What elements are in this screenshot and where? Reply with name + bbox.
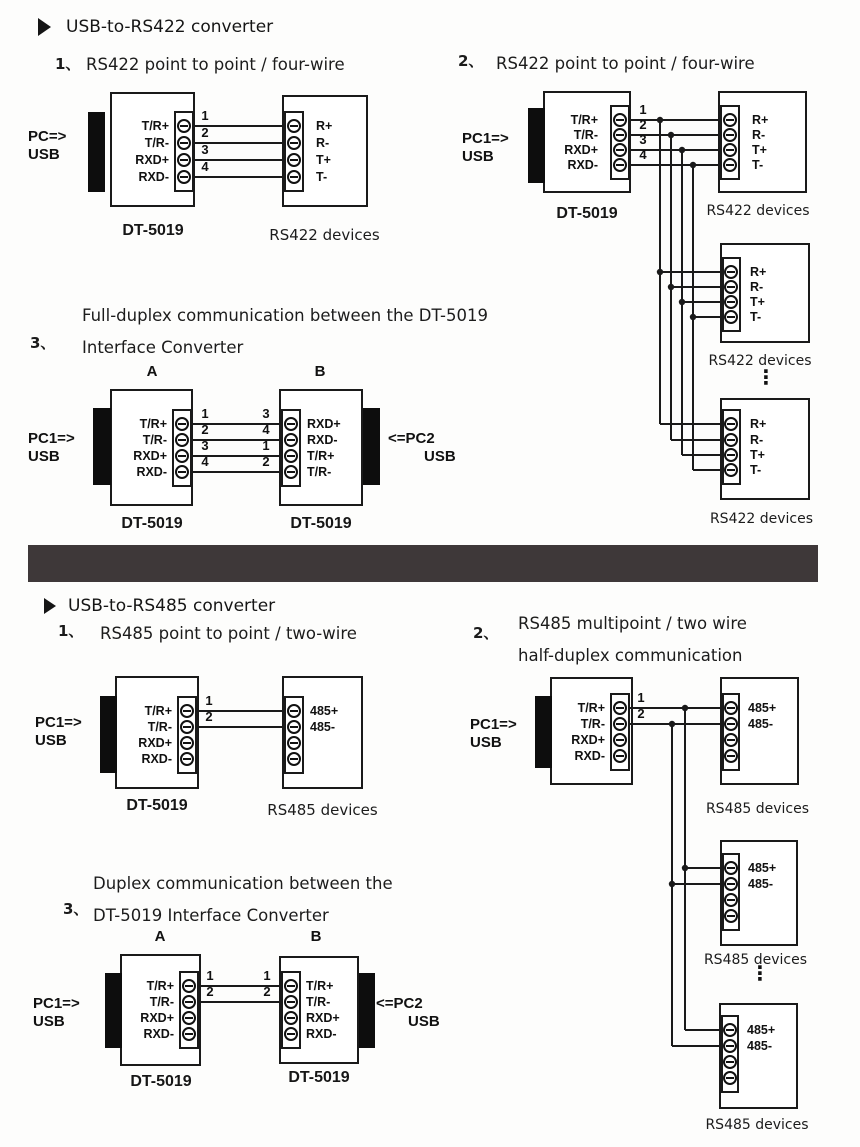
screw-terminal-icon (613, 733, 627, 747)
wire-number: 2 (205, 709, 213, 724)
usb-connector-icon (88, 112, 105, 192)
screw-terminal-icon (177, 119, 191, 133)
diagram-title: RS422 point to point / four-wire (86, 55, 345, 74)
wire-number: 4 (639, 147, 647, 162)
pin-label: RXD- (143, 1027, 174, 1041)
pin-label: RXD+ (307, 417, 341, 431)
screw-terminal-icon (287, 153, 301, 167)
pin-label: T/R- (573, 128, 598, 142)
usb-label: USB (462, 148, 494, 165)
wire-number: 1 (201, 108, 209, 123)
screw-terminal-icon (287, 752, 301, 766)
screw-terminal-icon (723, 1071, 737, 1085)
pin-label: R- (750, 433, 764, 447)
pin-label: RXD- (307, 433, 338, 447)
pin-label: R+ (750, 417, 767, 431)
section-bullet-icon (38, 18, 51, 36)
screw-terminal-icon (175, 465, 189, 479)
pin-label: T- (750, 463, 762, 477)
pin-label: R+ (752, 113, 769, 127)
screw-terminal-icon (724, 417, 738, 431)
usb-connector-icon (359, 973, 375, 1048)
pin-label: T/R+ (307, 449, 335, 463)
pc2-label: <=PC2 (388, 430, 435, 447)
wire-number: 3 (201, 438, 209, 453)
diagram-number: 3、 (30, 334, 56, 352)
device-name: RS485 devices (705, 801, 810, 817)
pin-label: T/R+ (144, 704, 172, 718)
screw-terminal-icon (287, 136, 301, 150)
screw-terminal-icon (724, 295, 738, 309)
screw-terminal-icon (724, 733, 738, 747)
screw-terminal-icon (613, 143, 627, 157)
usb-label: USB (424, 448, 456, 465)
screw-terminal-icon (723, 113, 737, 127)
screw-terminal-icon (180, 752, 194, 766)
converter-name: DT-5019 (130, 1073, 192, 1090)
converter-a-letter: A (154, 928, 166, 945)
wire-number: 4 (201, 454, 209, 469)
pin-label: 485- (747, 1039, 773, 1053)
pin-label: RXD+ (140, 1011, 174, 1025)
converter-name: DT-5019 (121, 515, 183, 532)
pc1-label: PC1=> (28, 430, 75, 447)
wire-number: 2 (263, 984, 271, 999)
diagram-title: RS485 point to point / two-wire (100, 624, 357, 643)
screw-terminal-icon (613, 717, 627, 731)
screw-terminal-icon (724, 280, 738, 294)
wire-number: 3 (639, 132, 647, 147)
diagram-title-line1: Full-duplex communication between the DT-5019 (82, 306, 489, 325)
screw-terminal-icon (723, 1055, 737, 1069)
screw-terminal-icon (182, 1027, 196, 1041)
pin-label: 485- (748, 877, 774, 891)
screw-terminal-icon (287, 119, 301, 133)
pin-label: T+ (752, 143, 767, 157)
wire-number: 1 (205, 693, 213, 708)
pin-label: 485+ (747, 1023, 776, 1037)
pin-label: T/R+ (306, 979, 334, 993)
wire-number: 1 (201, 406, 209, 421)
pin-label: 485- (748, 717, 774, 731)
more-devices-ellipsis: ⋮ (750, 961, 770, 985)
screw-terminal-icon (180, 720, 194, 734)
converter-name: DT-5019 (122, 222, 184, 239)
pin-label: RXD- (306, 1027, 337, 1041)
diagram-number: 2、 (458, 52, 484, 70)
pin-label: T+ (750, 448, 765, 462)
pc2-label: <=PC2 (376, 995, 423, 1012)
usb-label: USB (470, 734, 502, 751)
diagram-title-line1: Duplex communication between the (93, 874, 393, 893)
screw-terminal-icon (284, 465, 298, 479)
pin-label: T/R+ (570, 113, 598, 127)
usb-label: USB (35, 732, 67, 749)
screw-terminal-icon (180, 736, 194, 750)
wire-number: 4 (201, 159, 209, 174)
converter-b-letter: B (314, 363, 326, 380)
screw-terminal-icon (724, 433, 738, 447)
screw-terminal-icon (613, 158, 627, 172)
converter-b-letter: B (310, 928, 322, 945)
screw-terminal-icon (724, 463, 738, 477)
pin-label: RXD- (574, 749, 605, 763)
pin-label: RXD+ (135, 153, 169, 167)
pin-label: T- (750, 310, 762, 324)
wires-rs422-d2 (630, 117, 724, 470)
pin-label: T/R- (142, 433, 167, 447)
pin-label: T+ (316, 153, 331, 167)
screw-terminal-icon (723, 143, 737, 157)
device-name: RS422 devices (709, 511, 814, 527)
pin-label: RXD- (138, 170, 169, 184)
pin-label: RXD+ (564, 143, 598, 157)
device-name: RS422 devices (269, 226, 380, 244)
wire-number: 2 (201, 125, 209, 140)
converter-name: DT-5019 (126, 797, 188, 814)
screw-terminal-icon (284, 433, 298, 447)
screw-terminal-icon (724, 310, 738, 324)
wire-number: 1 (263, 968, 271, 983)
screw-terminal-icon (724, 893, 738, 907)
pin-label: T/R- (580, 717, 605, 731)
screw-terminal-icon (284, 449, 298, 463)
diagram-number: 2、 (473, 624, 499, 642)
screw-terminal-icon (175, 449, 189, 463)
screw-terminal-icon (723, 158, 737, 172)
wire-number: 4 (262, 422, 270, 437)
pc-label: PC1=> (462, 130, 509, 147)
screw-terminal-icon (287, 704, 301, 718)
pin-label: R- (750, 280, 764, 294)
pin-label: T- (752, 158, 764, 172)
pin-label: RXD+ (138, 736, 172, 750)
diagram-title: RS422 point to point / four-wire (496, 54, 755, 73)
device-name: RS485 devices (267, 801, 378, 819)
screw-terminal-icon (724, 701, 738, 715)
pin-label: RXD- (136, 465, 167, 479)
screw-terminal-icon (724, 877, 738, 891)
diagram-title-line2: half-duplex communication (518, 646, 743, 665)
pin-label: T/R+ (577, 701, 605, 715)
converter-name: DT-5019 (290, 515, 352, 532)
screw-terminal-icon (284, 995, 298, 1009)
device-name: RS422 devices (708, 353, 812, 369)
pc-label: PC1=> (35, 714, 82, 731)
pin-label: T- (316, 170, 328, 184)
pin-label: 485- (310, 720, 336, 734)
screw-terminal-icon (724, 448, 738, 462)
usb-label: USB (33, 1013, 65, 1030)
screw-terminal-icon (724, 861, 738, 875)
usb-label: USB (408, 1013, 440, 1030)
screw-terminal-icon (613, 749, 627, 763)
screw-terminal-icon (175, 433, 189, 447)
pin-label: RXD+ (306, 1011, 340, 1025)
pin-label: 485+ (748, 861, 777, 875)
screw-terminal-icon (724, 749, 738, 763)
pin-label: T/R+ (146, 979, 174, 993)
screw-terminal-icon (177, 153, 191, 167)
pin-label: R- (316, 136, 330, 150)
screw-terminal-icon (182, 1011, 196, 1025)
wire-number: 2 (206, 984, 214, 999)
wire-number: 3 (201, 142, 209, 157)
wire-number: 2 (639, 117, 647, 132)
diagram-number: 1、 (58, 622, 84, 640)
more-devices-ellipsis: ⋮ (756, 365, 776, 389)
diagram-title-line2: DT-5019 Interface Converter (93, 906, 329, 925)
screw-terminal-icon (723, 1039, 737, 1053)
screw-terminal-icon (284, 1027, 298, 1041)
pin-label: R+ (750, 265, 767, 279)
screw-terminal-icon (724, 909, 738, 923)
section-bullet-icon (44, 598, 56, 614)
pin-label: 485+ (748, 701, 777, 715)
pin-label: RXD+ (133, 449, 167, 463)
pin-label: RXD- (141, 752, 172, 766)
screw-terminal-icon (284, 417, 298, 431)
screw-terminal-icon (724, 717, 738, 731)
pin-label: T/R- (147, 720, 172, 734)
pin-label: T/R- (149, 995, 174, 1009)
converter-name: DT-5019 (288, 1069, 350, 1086)
wire-number: 2 (637, 706, 645, 721)
screw-terminal-icon (724, 265, 738, 279)
screw-terminal-icon (287, 736, 301, 750)
diagram-number: 3、 (63, 900, 89, 918)
wire-number: 1 (262, 438, 270, 453)
screw-terminal-icon (613, 701, 627, 715)
screw-terminal-icon (723, 128, 737, 142)
screw-terminal-icon (182, 979, 196, 993)
screw-terminal-icon (613, 113, 627, 127)
pin-label: T/R- (307, 465, 332, 479)
device-name: RS422 devices (706, 203, 810, 219)
screw-terminal-icon (182, 995, 196, 1009)
pc-label: PC=> (28, 128, 67, 145)
usb-label: USB (28, 146, 60, 163)
pin-label: T/R+ (141, 119, 169, 133)
screw-terminal-icon (287, 170, 301, 184)
screw-terminal-icon (180, 704, 194, 718)
pin-label: T/R- (306, 995, 331, 1009)
pin-label: 485+ (310, 704, 339, 718)
screw-terminal-icon (613, 128, 627, 142)
wires-rs485-d2 (629, 708, 724, 1046)
device-name: RS485 devices (703, 952, 808, 968)
pin-label: T+ (750, 295, 765, 309)
wire-number: 1 (206, 968, 214, 983)
diagram-number: 1、 (55, 55, 81, 73)
device-name: RS485 devices (705, 1117, 809, 1133)
junction-dots (657, 117, 696, 887)
usb-connector-icon (363, 408, 380, 485)
pc-label: PC1=> (470, 716, 517, 733)
screw-terminal-icon (284, 979, 298, 993)
screw-terminal-icon (177, 136, 191, 150)
wire-number: 2 (262, 454, 270, 469)
pin-label: T/R- (144, 136, 169, 150)
converter-a-letter: A (146, 363, 158, 380)
pin-label: T/R+ (139, 417, 167, 431)
converter-name: DT-5019 (556, 205, 618, 222)
screw-terminal-icon (723, 1023, 737, 1037)
screw-terminal-icon (175, 417, 189, 431)
pc1-label: PC1=> (33, 995, 80, 1012)
wire-number: 3 (262, 406, 270, 421)
usb-label: USB (28, 448, 60, 465)
pin-label: R- (752, 128, 766, 142)
pin-label: R+ (316, 119, 333, 133)
screw-terminal-icon (177, 170, 191, 184)
wire-number: 1 (637, 690, 645, 705)
section-header: USB-to-RS422 converter (66, 17, 274, 37)
section-divider (28, 545, 818, 582)
pin-label: RXD- (567, 158, 598, 172)
screw-terminal-icon (287, 720, 301, 734)
screw-terminal-icon (284, 1011, 298, 1025)
pin-label: RXD+ (571, 733, 605, 747)
diagram-title-line1: RS485 multipoint / two wire (518, 614, 747, 633)
wire-number: 2 (201, 422, 209, 437)
section-header: USB-to-RS485 converter (68, 596, 276, 616)
wire-number: 1 (639, 102, 647, 117)
diagram-title-line2: Interface Converter (82, 338, 244, 357)
